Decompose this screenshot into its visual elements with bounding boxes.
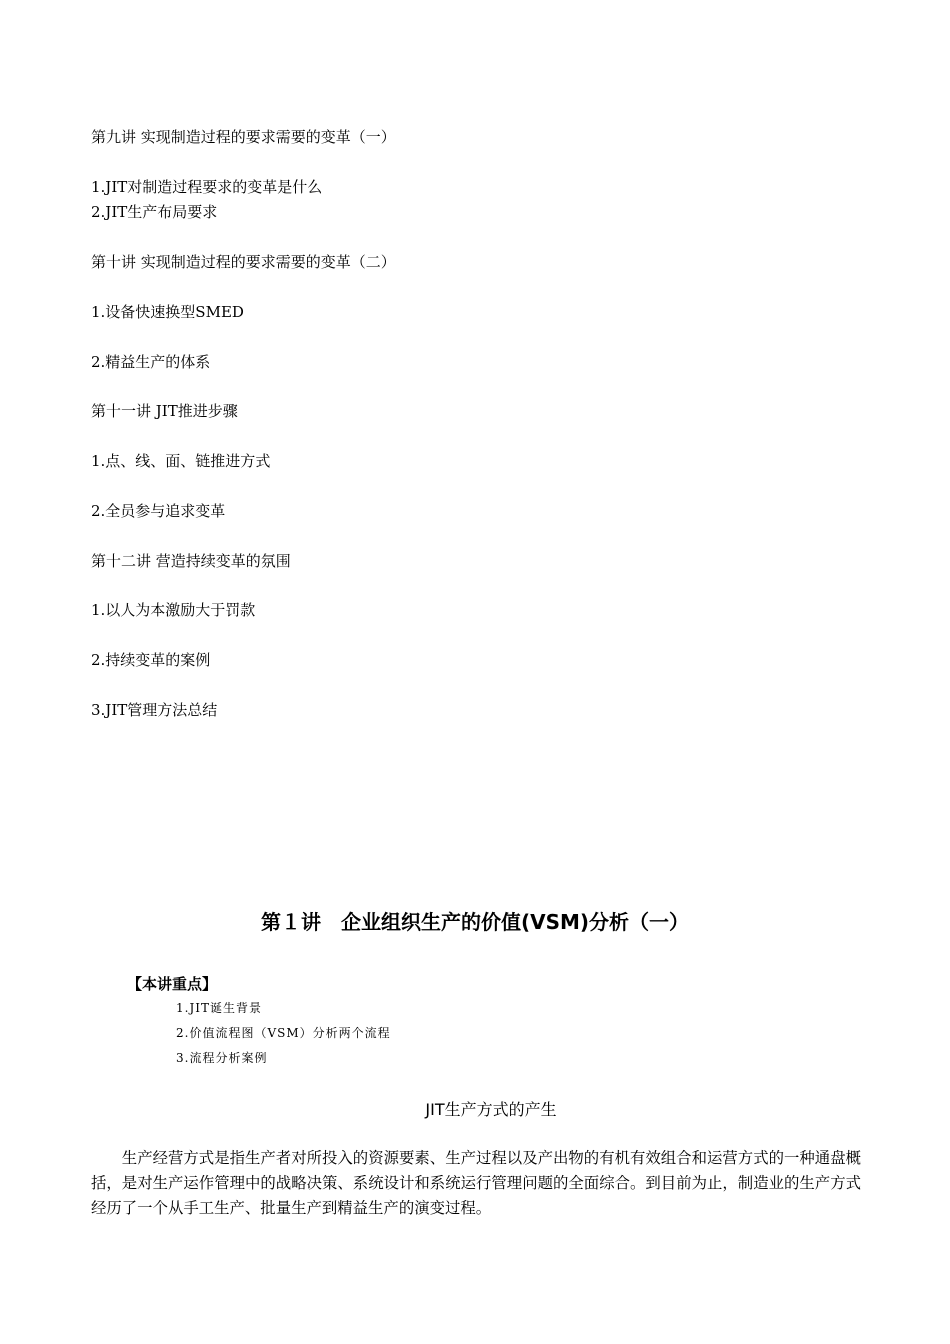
outline-item: 1.以人为本激励大于罚款: [91, 601, 256, 619]
outline-item: 2.精益生产的体系: [91, 353, 211, 371]
outline-item: 1.点、线、面、链推进方式: [91, 452, 271, 470]
key-points-heading: 【本讲重点】: [127, 975, 218, 993]
outline-item: 2.全员参与追求变革: [91, 502, 226, 520]
key-point-item: 3.流程分析案例: [176, 1051, 268, 1065]
outline-item: 1.JIT对制造过程要求的变革是什么: [91, 178, 323, 196]
key-point-item: 2.价值流程图（VSM）分析两个流程: [176, 1026, 391, 1040]
lecture-11-title: 第十一讲 JIT推进步骤: [91, 402, 238, 420]
outline-item: 2.持续变革的案例: [91, 651, 211, 669]
lecture-12-title: 第十二讲 营造持续变革的氛围: [91, 552, 291, 570]
outline-item: 2.JIT生产布局要求: [91, 203, 218, 221]
key-point-item: 1.JIT诞生背景: [176, 1001, 263, 1015]
outline-item: 3.JIT管理方法总结: [91, 701, 218, 719]
body-paragraph: 生产经营方式是指生产者对所投入的资源要素、生产过程以及产出物的有机有效组合和运营方式的一种通盘概括，是对生产运作管理中的战略决策、系统设计和系统运行管理问题的全面综合。到目前为止，制造业的生产方式经历了一个从手工生产、批量生产到精益生产的演变过程。: [91, 1149, 861, 1217]
lecture-10-title: 第十讲 实现制造过程的要求需要的变革（二）: [91, 253, 396, 271]
lecture-9-title: 第九讲 实现制造过程的要求需要的变革（一）: [91, 128, 396, 146]
outline-item: 1.设备快速换型SMED: [91, 303, 244, 321]
lecture-title: 第１讲 企业组织生产的价值(VSM)分析（一）: [260, 910, 690, 934]
section-heading: JIT生产方式的产生: [425, 1100, 557, 1119]
